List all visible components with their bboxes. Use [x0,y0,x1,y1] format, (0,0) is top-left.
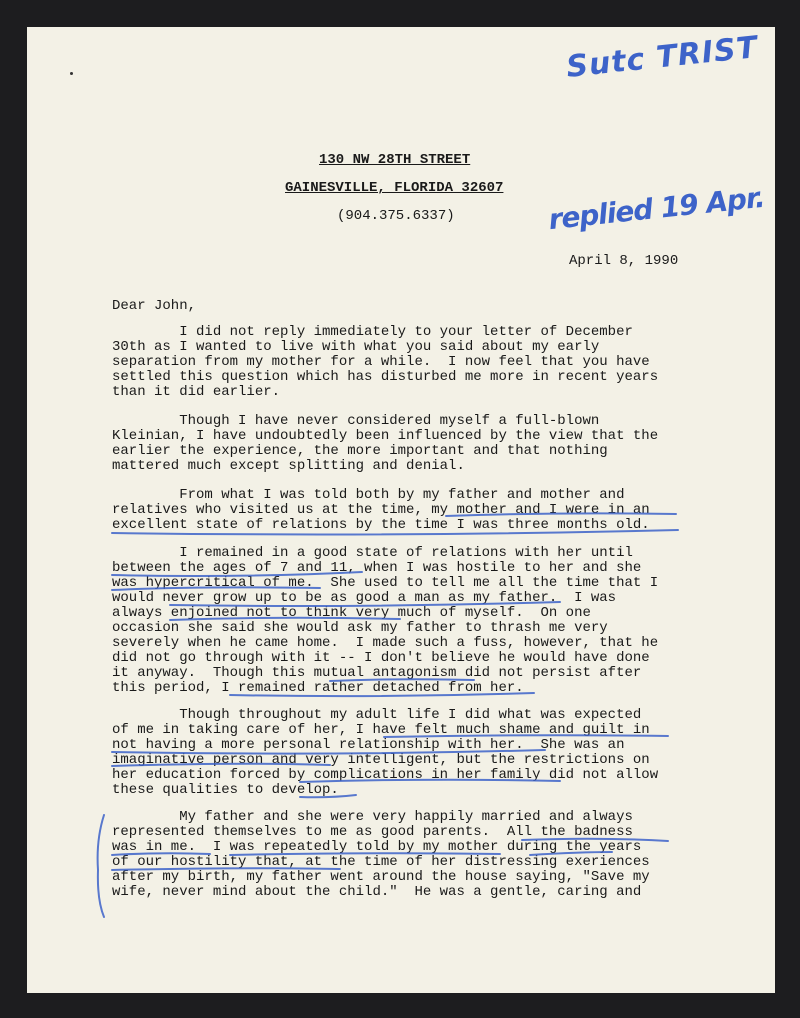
text-line: My father and she were very happily married and always [112,809,633,825]
salutation: Dear John, [112,298,197,314]
pen-underline [384,735,668,737]
pen-margin-bracket [98,815,104,917]
pen-underline [300,780,560,782]
text-line: settled this question which has disturbed me more in recent years [112,369,659,385]
text-line: imaginative person and very intelligent, but the restrictions on [112,752,650,768]
text-line: Kleinian, I have undoubtedly been influenced by the view that the [112,428,659,444]
text-line: earlier the experience, the more important and that nothing [112,443,608,459]
text-line: would never grow up to be as good a man as my father. I was [112,590,617,606]
text-line: I remained in a good state of relations with her until [112,545,633,561]
text-line: between the ages of 7 and 11, when I was hostile to her and she [112,560,642,576]
text-line: it anyway. Though this mutual antagonism did not persist after [112,665,642,681]
text-line: severely when he came home. I made such a fuss, however, that he [112,635,659,651]
text-line: this period, I remained rather detached from her. [112,680,524,696]
pen-underline [522,839,668,841]
pen-underline [530,852,612,855]
text-line: these qualities to develop. [112,782,339,798]
text-line: did not go through with it -- I don't believe he would have done [112,650,650,666]
text-line: mattered much except splitting and denial. [112,458,465,474]
letter-date: April 8, 1990 [569,253,679,269]
text-line: represented themselves to me as good parents. All the badness [112,824,633,840]
pen-underline [112,868,340,870]
text-line: her education forced by complications in her family did not allow [112,767,659,783]
pen-underline [112,587,320,590]
letterhead-street: 130 NW 28TH STREET [319,152,471,168]
pen-underline [170,602,560,606]
text-line: than it did earlier. [112,384,281,400]
pen-underline [230,853,500,855]
text-line: of me in taking care of her, I have felt much shame and guilt in [112,722,650,738]
handwritten-replied-note: replied 19 Apr. [546,180,766,237]
text-line: I did not reply immediately to your letter of December [112,324,633,340]
text-line: was hypercritical of me. She used to tell me all the time that I [112,575,659,591]
pen-underline [112,530,678,534]
pen-underline [112,750,545,754]
text-line: occasion she said she would ask my father to thrash me very [112,620,608,636]
text-line: Though I have never considered myself a full-blown [112,413,600,429]
letterhead-city: GAINESVILLE, FLORIDA 32607 [285,180,504,196]
text-line: always enjoined not to think very much of myself. On one [112,605,591,621]
text-line: separation from my mother for a while. I now feel that you have [112,354,650,370]
text-line: not having a more personal relationship with her. She was an [112,737,625,753]
pen-underline [112,764,330,766]
pen-underline [170,618,400,620]
pen-underline [230,693,534,696]
text-line: wife, never mind about the child." He was a gentle, caring and [112,884,642,900]
pen-underline [446,513,676,516]
letterhead-phone: (904.375.6337) [337,208,455,224]
text-line: excellent state of relations by the time I was three months old. [112,517,650,533]
text-line: From what I was told both by my father and mother and [112,487,625,503]
handwritten-note-top: Sutc TRIST [564,30,760,85]
text-line: Though throughout my adult life I did what was expected [112,707,642,723]
pen-underline [330,679,474,681]
pen-underline [112,572,362,576]
text-line: was in me. I was repeatedly told by my mother during the years [112,839,642,855]
pen-underline [112,853,210,855]
text-line: relatives who visited us at the time, my mother and I were in an [112,502,650,518]
text-line: after my birth, my father went around the house saying, "Save my [112,869,650,885]
text-line: of our hostility that, at the time of her distressing exeriences [112,854,650,870]
text-line: 30th as I wanted to live with what you said about my early [112,339,600,355]
pen-underline [300,795,356,797]
